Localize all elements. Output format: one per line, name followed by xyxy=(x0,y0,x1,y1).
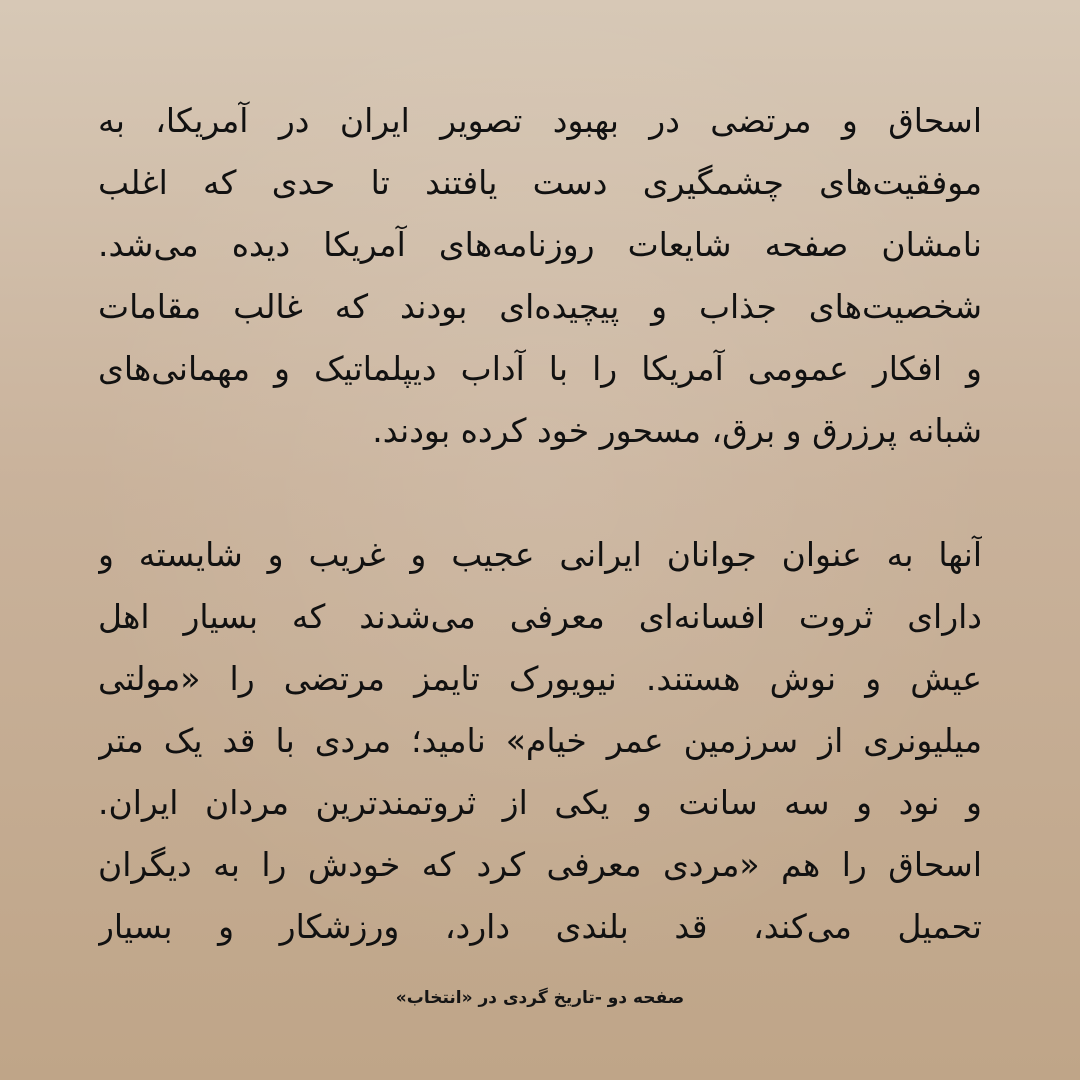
body-text xyxy=(98,90,982,958)
text-line: نامشان صفحه شایعات روزنامه‌های آمریکا دیده می‌شد. xyxy=(98,225,982,264)
text-line: میلیونری از سرزمین عمر خیام» نامید؛ مردی با قد یک متر xyxy=(98,721,982,760)
text-line: تحمیل می‌کند، قد بلندی دارد، ورزشکار و بسیار xyxy=(98,907,982,946)
text-line: اسحاق را هم «مردی معرفی کرد که خودش را به دیگران xyxy=(98,845,982,884)
paragraph-gap xyxy=(98,462,982,524)
text-line: و افکار عمومی آمریکا را با آداب دیپلماتیک و مهمانی‌های xyxy=(98,349,982,388)
text-line: و نود و سه سانت و یکی از ثروتمندترین مردان ایران. xyxy=(98,783,982,822)
text-line: شخصیت‌های جذاب و پیچیده‌ای بودند که غالب مقامات xyxy=(98,287,982,326)
paragraph-1 xyxy=(98,90,982,462)
paragraph-2 xyxy=(98,524,982,958)
page-footer: صفحه دو -تاریخ گردی در «انتخاب» xyxy=(395,988,685,1008)
text-line: موفقیت‌های چشمگیری دست یافتند تا حدی که اغلب xyxy=(98,163,982,202)
text-line: اسحاق و مرتضی در بهبود تصویر ایران در آمریکا، به xyxy=(98,101,982,140)
text-line: دارای ثروت افسانه‌ای معرفی می‌شدند که بسیار اهل xyxy=(98,597,982,636)
text-line: شبانه پرزرق و برق، مسحور خود کرده بودند. xyxy=(372,411,982,450)
text-line: آنها به عنوان جوانان ایرانی عجیب و غریب و شایسته و xyxy=(98,535,982,574)
text-line: عیش و نوش هستند. نیویورک تایمز مرتضی را «مولتی xyxy=(98,659,982,698)
